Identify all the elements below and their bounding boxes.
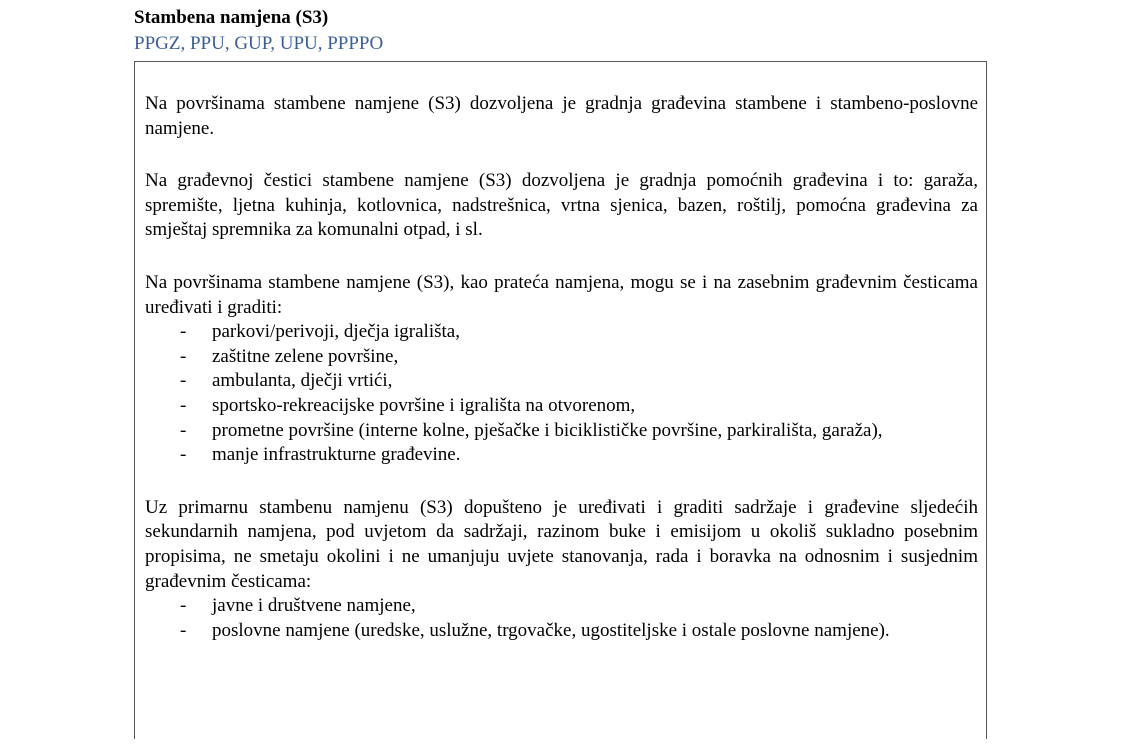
list-item bbox=[145, 594, 978, 619]
list-item bbox=[145, 619, 978, 644]
list-item bbox=[145, 419, 978, 444]
list-item-text: manje infrastrukturne građevine. bbox=[212, 444, 461, 466]
bullet-dash: - bbox=[180, 595, 187, 617]
bullet-dash: - bbox=[180, 345, 187, 367]
list-item bbox=[145, 345, 978, 370]
list-item-text: sportsko-rekreacijske površine i igrališta na otvorenom, bbox=[212, 394, 636, 416]
list-item bbox=[145, 320, 978, 345]
document-body bbox=[145, 92, 978, 671]
bullet-dash: - bbox=[180, 444, 187, 466]
paragraph: Uz primarnu stambenu namjenu (S3) dopušteno je uređivati i graditi sadržaje i građevine sljedećih sekundarnih namjena, pod uvjetom da sadržaji, razinom buke i emisijom u okoliš sukladno posebnim propisima, ne smetaju okolini i ne umanjuju uvjete stanovanja, rada i boravka na odnosnim i susjednim građevnim česticama: bbox=[145, 496, 978, 592]
list-item bbox=[145, 443, 978, 468]
list-item-text: javne i društvene namjene, bbox=[212, 595, 416, 617]
list-item bbox=[145, 369, 978, 394]
paragraph: Na površinama stambene namjene (S3), kao prateća namjena, mogu se i na zasebnim građevnim česticama uređivati i graditi: bbox=[145, 271, 978, 318]
paragraph: Na građevnoj čestici stambene namjene (S3) dozvoljena je gradnja pomoćnih građevina i to: garaža, spremište, ljetna kuhinja, kotlovnica, nadstrešnica, vrtna sjenica, bazen, roštilj, pomoćna građevina za smještaj spremnika za komunalni otpad, i sl. bbox=[145, 170, 978, 241]
bullet-dash: - bbox=[180, 321, 187, 343]
list-item-text: poslovne namjene (uredske, uslužne, trgovačke, ugostiteljske i ostale poslovne namjene). bbox=[212, 619, 890, 641]
list-item-text: zaštitne zelene površine, bbox=[212, 345, 399, 367]
bullet-dash: - bbox=[180, 370, 187, 392]
plan-types-subtitle: PPGZ, PPU, GUP, UPU, PPPPO bbox=[134, 33, 384, 54]
bullet-dash: - bbox=[180, 419, 187, 441]
list-item-text: prometne površine (interne kolne, pješačke i biciklističke površine, parkirališta, garaža), bbox=[212, 419, 883, 441]
paragraph: Na površinama stambene namjene (S3) dozvoljena je gradnja građevina stambene i stambeno-poslovne namjene. bbox=[145, 93, 978, 139]
accessory-uses-list bbox=[145, 320, 978, 468]
list-item bbox=[145, 394, 978, 419]
bullet-dash: - bbox=[180, 394, 187, 416]
secondary-uses-list bbox=[145, 594, 978, 643]
list-item-text: ambulanta, dječji vrtići, bbox=[212, 370, 393, 392]
bullet-dash: - bbox=[180, 619, 187, 641]
section-title: Stambena namjena (S3) bbox=[134, 7, 329, 28]
list-item-text: parkovi/perivoji, dječja igrališta, bbox=[212, 321, 460, 343]
